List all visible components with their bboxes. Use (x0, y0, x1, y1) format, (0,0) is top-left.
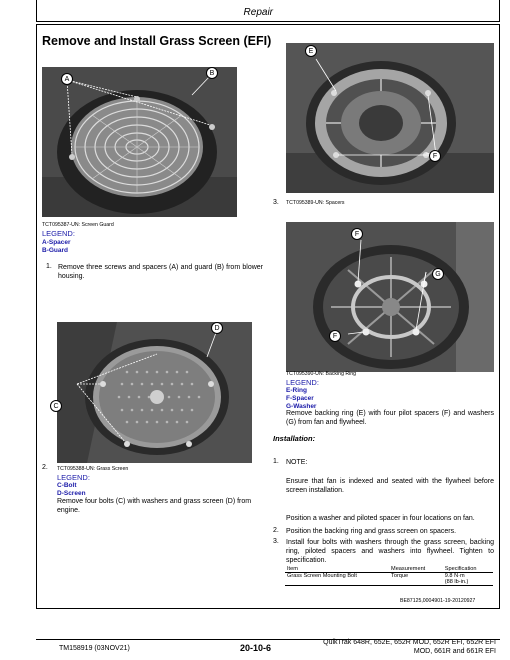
step-number: 1. (273, 458, 279, 465)
note-label: NOTE: (286, 459, 308, 466)
grass-screen-photo (57, 322, 252, 463)
fig2-legend-title: LEGEND: (57, 473, 90, 482)
callout-e: E (305, 45, 317, 57)
spec-metric: 9.8 N·m (444, 573, 465, 579)
spec-value (443, 573, 493, 586)
callout-g: G (432, 268, 444, 280)
footer-models: QuikTrak 648R, 652E, 652R MOD, 652R EFI, 652R EFI (323, 639, 496, 646)
footer-page-number: 20-10-6 (240, 643, 272, 653)
callout-f: F (329, 330, 341, 342)
callout-c: C (50, 400, 62, 412)
spec-item: Grass Screen Mounting Bolt (285, 573, 389, 586)
fig1-legend-item: A-Spacer (42, 239, 71, 246)
fig1-legend-item: B-Guard (42, 247, 68, 254)
fig2-legend-item: D-Screen (57, 490, 86, 497)
callout-a: A (61, 73, 73, 85)
install-text: Position a washer and piloted spacer in four locations on fan. (286, 515, 475, 522)
page-header-bar (36, 0, 500, 22)
note-text: Ensure that fan is indexed and seated with the flywheel before screen installation. (286, 478, 494, 494)
fig4-legend-item: F-Spacer (286, 395, 314, 402)
spec-header: Specification (443, 566, 493, 573)
fig4-legend-item: E-Ring (286, 387, 307, 394)
spec-table (285, 566, 493, 586)
backing-ring-photo (286, 222, 494, 372)
footer-models: MOD, 661R and 661R EFI (413, 648, 496, 655)
screen-guard-photo (42, 67, 237, 217)
callout-f: F (351, 228, 363, 240)
installation-heading: Installation: (273, 434, 316, 443)
spec-header: Measurement (389, 566, 443, 573)
fig1-caption: TCT095387-UN: Screen Guard (42, 222, 114, 228)
fig1-legend-title: LEGEND: (42, 229, 75, 238)
callout-f: F (429, 150, 441, 162)
footer-manual-id: TM158919 (03NOV21) (59, 645, 130, 652)
install-step-text: Install four bolts with washers through the grass screen, backing ring, piloted spacers and washers into flywheel. Tighten to specification. (286, 539, 494, 564)
step-text: Remove backing ring (E) with four pilot spacers (F) and washers (G) from fan and flywheel. (286, 410, 494, 426)
step-number: 2. (273, 527, 279, 534)
fig2-legend-item: C-Bolt (57, 482, 77, 489)
spec-imperial: (88 lb-in.) (444, 579, 469, 585)
spec-measurement: Torque (389, 573, 443, 586)
step-number: 3. (273, 199, 279, 206)
spec-table-row (285, 573, 493, 586)
fig4-caption: TCT095390-UN: Backing Ring (286, 371, 357, 377)
callout-b: B (206, 67, 218, 79)
install-step-text: Position the backing ring and grass screen on spacers. (286, 528, 457, 535)
fig3-caption: TCT095389-UN: Spacers (286, 200, 345, 206)
step-text: Remove four bolts (C) with washers and grass screen (D) from engine. (57, 498, 252, 514)
step-number: 3. (273, 538, 279, 545)
page-title: Remove and Install Grass Screen (EFI) (42, 34, 272, 48)
section-name: Repair (243, 7, 273, 18)
fig4-legend-title: LEGEND: (286, 378, 319, 387)
document-reference: BE87125,0004901-19-20120927 (400, 598, 476, 604)
callout-d: D (211, 322, 223, 334)
step-number: 1. (46, 263, 52, 270)
spacers-photo (286, 43, 494, 193)
fig4-legend-item: G-Washer (286, 403, 317, 410)
spec-header: Item (285, 566, 389, 573)
step-text: Remove three screws and spacers (A) and guard (B) from blower housing. (58, 264, 263, 280)
fig2-caption: TCT095388-UN: Grass Screen (57, 466, 129, 472)
step-number: 2. (42, 464, 48, 471)
